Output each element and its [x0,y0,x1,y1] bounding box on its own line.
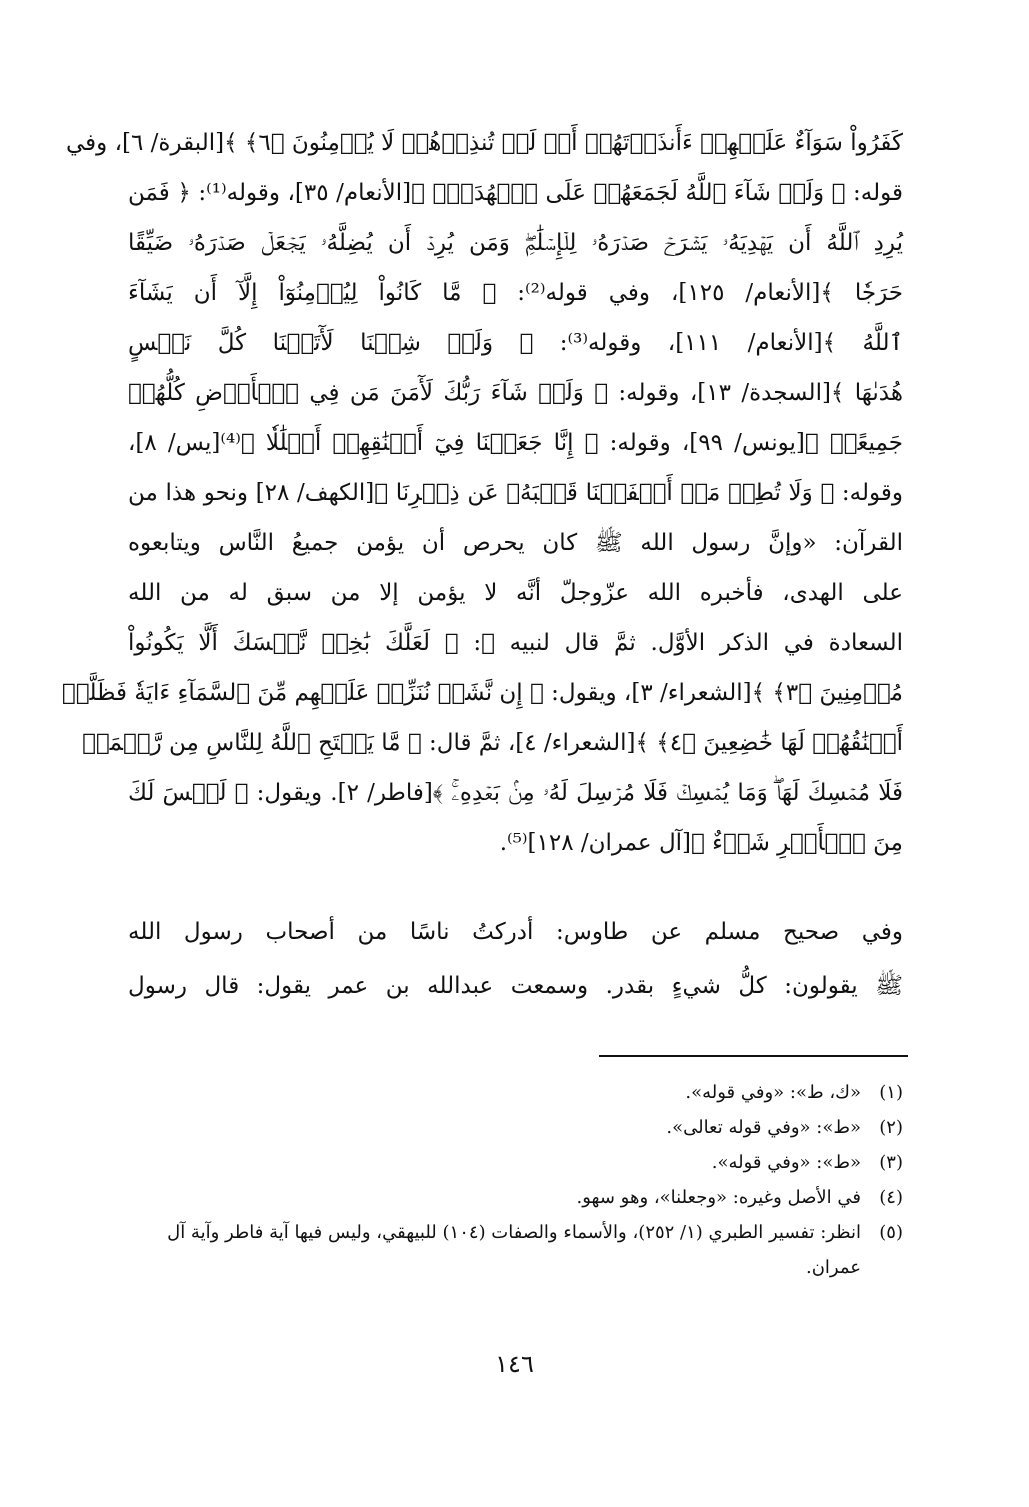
footnote-number: (١) [879,1082,903,1103]
footnote-number: (٣) [879,1152,903,1173]
footnote-separator [599,1055,908,1057]
text-line: كَفَرُواْ سَوَآءٌ عَلَيۡهِمۡ ءَأَنذَرۡتَهُمۡ أَمۡ لَمۡ تُنذِرۡهُمۡ لَا يُؤۡمِنُونَ ﴿٦﴾ ﴾[البقرة/ ٦]، وفي [65,130,903,156]
footnote-number: (٢) [879,1117,903,1138]
text-line: هُدَىٰهَا ﴾[السجدة/ ١٣]، وقوله: ﴿ وَلَوۡ شَآءَ رَبُّكَ لَأٓمَنَ مَن فِي ٱلۡأَرۡضِ كُلُّهُمۡ [128,380,903,406]
text-line: فَلَا مُمۡسِكَ لَهَاۖ وَمَا يُمۡسِكۡ فَلَا مُرۡسِلَ لَهُۥ مِنۢ بَعۡدِهِۦۚ ﴾[فاطر/ ٢]. ويقول: ﴿ لَيۡسَ لَكَ [128,780,903,806]
text-line: قوله: ﴿ وَلَوۡ شَآءَ ٱللَّهُ لَجَمَعَهُمۡ عَلَى ٱلۡهُدَىٰۚ ﴾[الأنعام/ ٣٥]، وقوله⁽¹⁾: ﴿ فَمَن [128,180,903,206]
footnote [128,1075,903,1110]
text-line: ﷺ يقولون: كلُّ شيءٍ بقدر. وسمعت عبدالله بن عمر يقول: قال رسول [128,973,903,999]
text-line: أَعۡنَٰقُهُمۡ لَهَا خَٰضِعِينَ ﴿٤﴾ ﴾[الشعراء/ ٤]، ثمَّ قال: ﴿ مَّا يَفۡتَحِ ٱللَّهُ لِلنَّاسِ مِن رَّحۡمَةٖ [82,730,903,756]
footnote [128,1145,903,1180]
text-line: على الهدى، فأخبره الله عزّوجلّ أنَّه لا يؤمن إلا من سبق له من الله [128,580,903,606]
footnote-text: «ط»: «وفي قوله». [711,1152,861,1173]
text-line: يُرِدِ ٱللَّهُ أَن يَهۡدِيَهُۥ يَشۡرَحۡ صَدۡرَهُۥ لِلۡإِسۡلَٰمِۖ وَمَن يُرِدۡ أَن يُضِلَّهُۥ يَجۡعَلۡ صَدۡرَهُۥ ضَيِّقًا [128,230,903,256]
footnote-text: انظر: تفسير الطبري (١/ ٢٥٢)، والأسماء والصفات (١٠٤) للبيهقي، وليس فيها آية فاطر وآية آل عمران. [167,1222,861,1278]
footnote-text: «ط»: «وفي قوله تعالى». [666,1117,861,1138]
footnote-text: «ك، ط»: «وفي قوله». [685,1082,861,1103]
text-line: حَرَجٗا ﴾[الأنعام/ ١٢٥]، وفي قوله⁽²⁾: ﴿ مَّا كَانُواْ لِيُؤۡمِنُوٓاْ إِلَّآ أَن يَشَآءَ [128,280,904,306]
text-line: وقوله: ﴿ وَلَا تُطِعۡ مَنۡ أَغۡفَلۡنَا قَلۡبَهُۥ عَن ذِكۡرِنَا ﴾[الكهف/ ٢٨] ونحو هذا من [128,480,903,506]
footnote-number: (٤) [879,1187,903,1208]
page-number: ١٤٦ [495,1350,534,1378]
main-text-block [61,118,904,868]
footnotes [128,1075,903,1285]
footnote [128,1110,903,1145]
footnote [128,1215,903,1285]
text-line: وفي صحيح مسلم عن طاوس: أدركتُ ناسًا من أصحاب رسول الله [128,919,903,945]
text-line: ٱللَّهُ ﴾[الأنعام/ ١١١]، وقوله⁽³⁾: ﴿ وَلَوۡ شِئۡنَا لَأٓتَيۡنَا كُلَّ نَفۡسٍ [128,330,903,356]
second-paragraph [128,905,903,1013]
text-line: مُؤۡمِنِينَ ﴿٣﴾ ﴾[الشعراء/ ٣]، ويقول: ﴿ إِن نَّشَأۡ نُنَزِّلۡ عَلَيۡهِم مِّنَ ٱلسَّمَآءِ ءَايَةٗ فَظَلَّتۡ [61,680,903,706]
text-line: القرآن: «وإنَّ رسول الله ﷺ كان يحرص أن يؤمن جميعُ النَّاس ويتابعوه [128,530,903,556]
footnote [128,1180,903,1215]
text-line: مِنَ ٱلۡأَمۡرِ شَيۡءٌ ﴾[آل عمران/ ١٢٨]⁽⁵⁾. [499,830,903,856]
text-line: جَمِيعًاۚ ﴾[يونس/ ٩٩]، وقوله: ﴿ إِنَّا جَعَلۡنَا فِيٓ أَعۡنَٰقِهِمۡ أَغۡلَٰلٗا ﴾⁽⁴⁾[يس/ ٨]، [128,430,904,456]
footnote-text: في الأصل وغيره: «وجعلنا»، وهو سهو. [576,1187,861,1208]
footnote-number: (٥) [879,1222,903,1243]
text-line: السعادة في الذكر الأوَّل. ثمَّ قال لنبيه ﷺ: ﴿ لَعَلَّكَ بَٰخِعٞ نَّفۡسَكَ أَلَّا يَكُونُواْ [128,630,903,656]
